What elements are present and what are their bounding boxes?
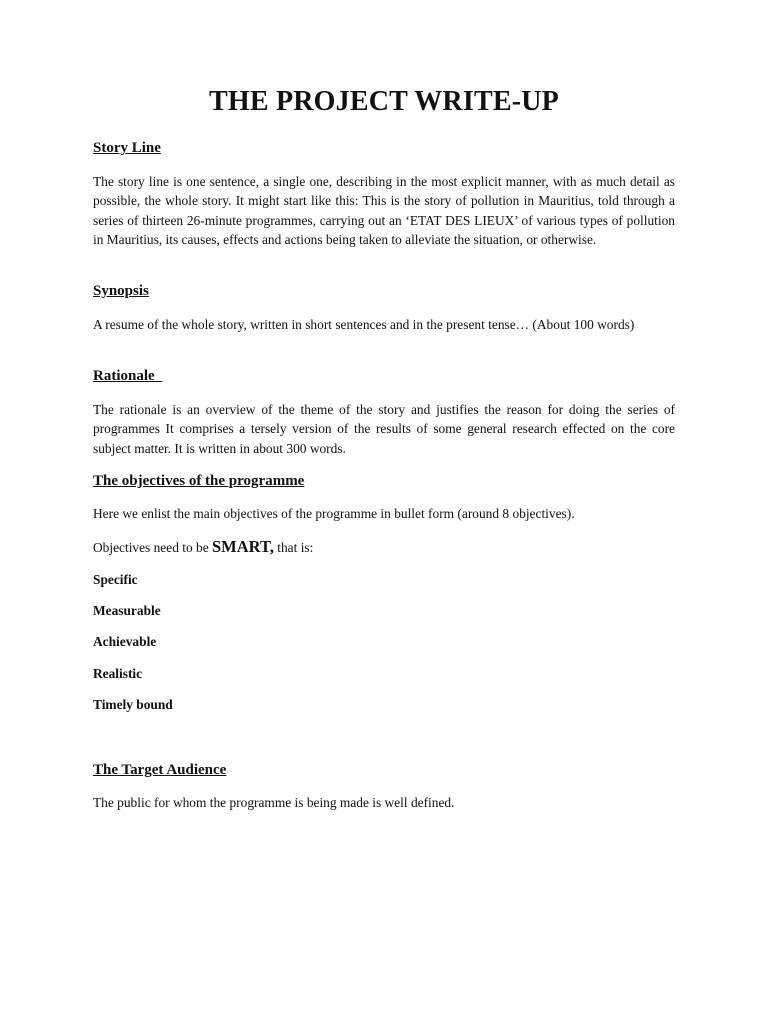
story-line-heading: Story Line — [93, 140, 161, 156]
target-audience-paragraph: The public for whom the programme is being made is well defined. — [93, 795, 455, 810]
objective-item-measurable: Measurable — [93, 603, 161, 618]
rationale-heading: Rationale — [93, 368, 163, 384]
objectives-paragraph: Here we enlist the main objectives of the programme in bullet form (around 8 objectives). — [93, 506, 575, 521]
objective-item-timely-bound: Timely bound — [93, 697, 173, 712]
smart-prefix: Objectives need to be — [93, 540, 212, 555]
synopsis-paragraph: A resume of the whole story, written in short sentences and in the present tense… (About 100 words) — [93, 317, 635, 332]
smart-line — [93, 537, 313, 557]
document-title: THE PROJECT WRITE-UP — [209, 86, 559, 117]
objectives-heading: The objectives of the programme — [93, 473, 305, 489]
smart-word: SMART, — [212, 537, 274, 556]
rationale-paragraph: The rationale is an overview of the theme of the story and justifies the reason for doing the series of programmes It comprises a tersely version of the results of some general research effected on the core subject matter. It is written in about 300 words. — [93, 402, 675, 456]
story-line-paragraph: The story line is one sentence, a single one, describing in the most explicit manner, with as much detail as possible, the whole story. It might start like this: This is the story of pollution in Mauritius, told through a series of thirteen 26-minute programmes, carrying out an ‘ETAT DES LIEUX’ of various types of pollution in Mauritius, its causes, effects and actions being taken to alleviate the situation, or otherwise. — [93, 174, 675, 248]
objective-item-achievable: Achievable — [93, 634, 157, 649]
objective-item-realistic: Realistic — [93, 666, 143, 681]
synopsis-heading: Synopsis — [93, 283, 149, 299]
smart-suffix: that is: — [273, 540, 314, 555]
objective-item-specific: Specific — [93, 572, 138, 587]
target-audience-heading: The Target Audience — [93, 762, 227, 778]
